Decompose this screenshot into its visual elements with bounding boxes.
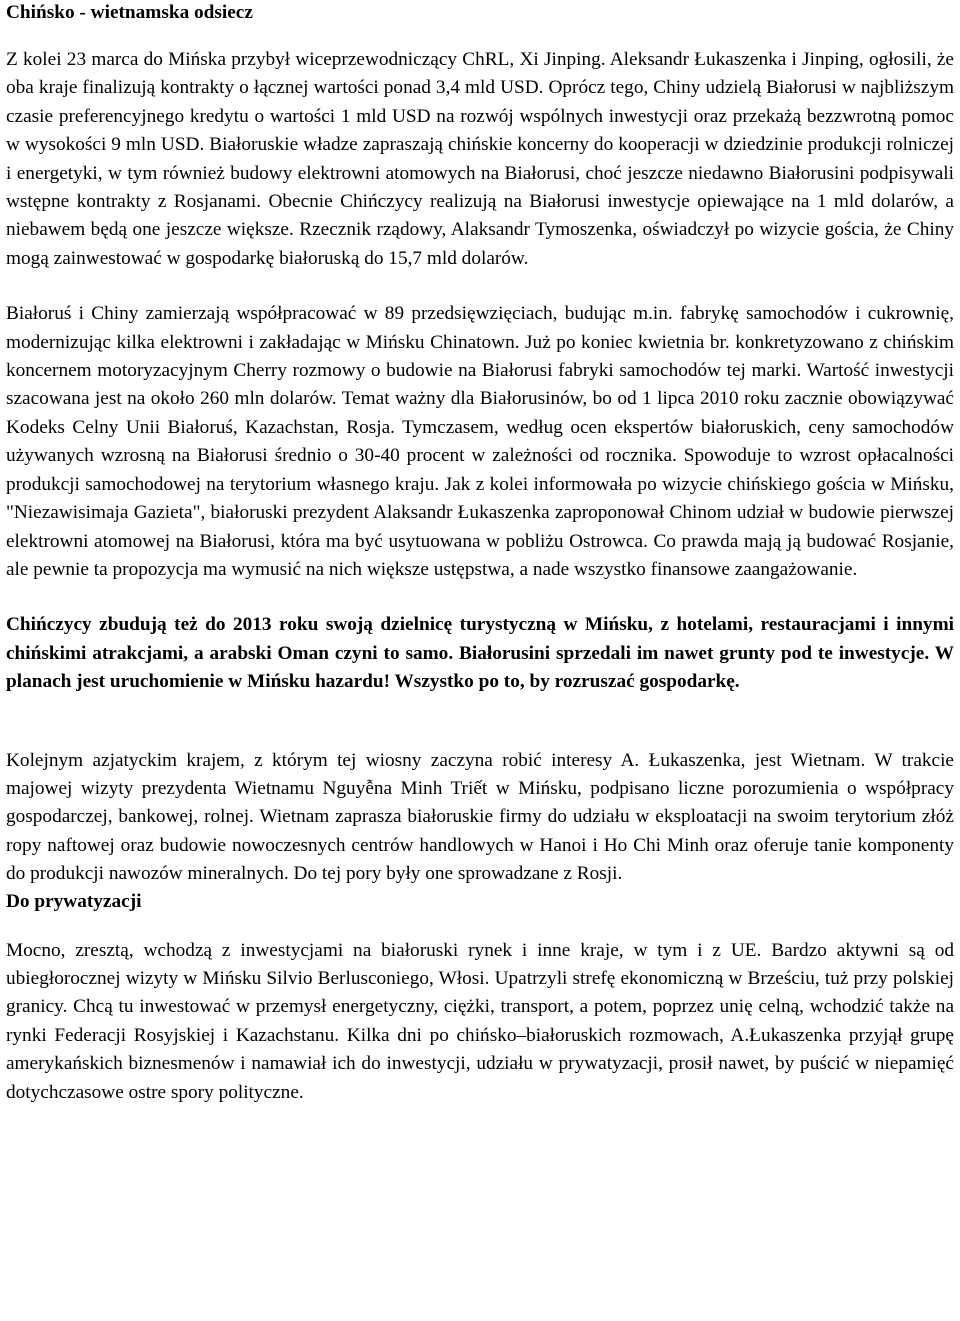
section-heading-prywatyzacja: Do prywatyzacji [6,890,142,912]
paragraph-chinese-district-bold: Chińczycy zbudują też do 2013 roku swoją dzielnicę turystyczną w Mińsku, z hotelami, restauracjami i innymi chińskimi atrakcjami, a arabski Oman czyni to samo. Białorusini sprzedali im nawet grunty pod te inwestycje. W planach jest uruchomienie w Mińsku hazardu! Wszystko po to, by rozruszać gospodarkę. [6,614,954,693]
paragraph-eu-investments: Mocno, zresztą, wchodzą z inwestycjami na białoruski rynek i inne kraje, w tym i z UE. Bardzo aktywni są od ubiegłorocznej wizyty w Mińsku Silvio Berlusconiego, Włosi. Upatrzyli strefę ekonomiczną w Brześciu, tuż przy polskiej granicy. Chcą tu inwestować w przemysł energetyczny, ciężki, transport, a potem, poprzez unię celną, wchodzić także na rynki Federacji Rosyjskiej i Kazachstanu. Kilka dni po chińsko–białoruskich rozmowach, A.Łukaszenka przyjął grupę amerykańskich biznesmenów i namawiał ich do inwestycji, udziału w prywatyzacji, prosił nawet, by puścić w niepamięć dotychczasowe ostre spory polityczne. [6,939,954,1103]
paragraph-vietnam: Kolejnym azjatyckim krajem, z którym tej wiosny zaczyna robić interesy A. Łukaszenka, jest Wietnam. W trakcie majowej wizyty prezydenta Wietnamu Nguyễna Minh Triết w Mińsku, podpisano liczne porozumienia o współpracy gospodarczej, bankowej, rolnej. Wietnam zaprasza białoruskie firmy do udziału w eksploatacji na swoim terytorium złóż ropy naftowej oraz budowie nowoczesnych centrów handlowych w Hanoi i Ho Chi Minh oraz oferuje tanie komponenty do produkcji nawozów mineralnych. Do tej pory były one sprowadzane z Rosji. [6,749,954,885]
paragraph-cooperation-projects: Białoruś i Chiny zamierzają współpracować w 89 przedsięwzięciach, budując m.in. fabrykę samochodów i cukrownię, modernizując kilka elektrowni i zakładając w Mińsku Chinatown. Już po koniec kwietnia br. konkretyzowano z chińskim koncernem motoryzacyjnym Cherry rozmowy o budowie na Białorusi fabryki samochodów tej marki. Wartość inwestycji szacowana jest na około 260 mln dolarów. Temat ważny dla Białorusinów, bo od 1 lipca 2010 roku zacznie obowiązywać Kodeks Celny Unii Białoruś, Kazachstan, Rosja. Tymczasem, według ocen ekspertów białoruskich, ceny samochodów używanych wzrosną na Białorusi średnio o 30-40 procent w zależności od rocznika. Spowoduje to wzrost opłacalności produkcji samochodowej na terytorium własnego kraju. Jak z kolei informowała po wizycie chińskiego gościa w Mińsku, "Niezawisimaja Gazieta", białoruski prezydent Alaksandr Łukaszenka zaproponował Chinom udział w budowie pierwszej elektrowni atomowej na Białorusi, która ma być usytuowana w pobliżu Ostrowca. Co prawda mają ją budować Rosjanie, ale pewnie ta propozycja ma wymusić na nich większe ustępstwa, a nade wszystko finansowe zaangażowanie. [6,303,954,580]
section-heading-odsiecz: Chińsko - wietnamska odsiecz [6,2,253,23]
document-page [6,0,954,1107]
paragraph-xi-jinping-visit: Z kolei 23 marca do Mińska przybył wiceprzewodniczący ChRL, Xi Jinping. Aleksandr Łukaszenka i Jinping, ogłosili, że oba kraje finalizują kontrakty o łącznej wartości ponad 3,4 mld USD. Oprócz tego, Chiny udzielą Białorusi w najbliższym czasie preferencyjnego kredytu o wartości 1 mld USD na rozwój wspólnych inwestycji oraz przekażą bezzwrotną pomoc w wysokości 9 mln USD. Białoruskie władze zapraszają chińskie koncerny do kooperacji w dziedzinie produkcji rolniczej i energetyki, w tym również budowy elektrowni atomowych na Białorusi, choć jeszcze niedawno Białorusini podpisywali wstępne kontrakty z Rosjanami. Obecnie Chińczycy realizują na Białorusi inwestycje opiewające na 1 mld dolarów, a niebawem będą one jeszcze większe. Rzecznik rządowy, Alaksandr Tymoszenka, oświadczył po wizycie gościa, że Chiny mogą zainwestować w gospodarkę białoruską do 15,7 mld dolarów. [6,49,954,269]
